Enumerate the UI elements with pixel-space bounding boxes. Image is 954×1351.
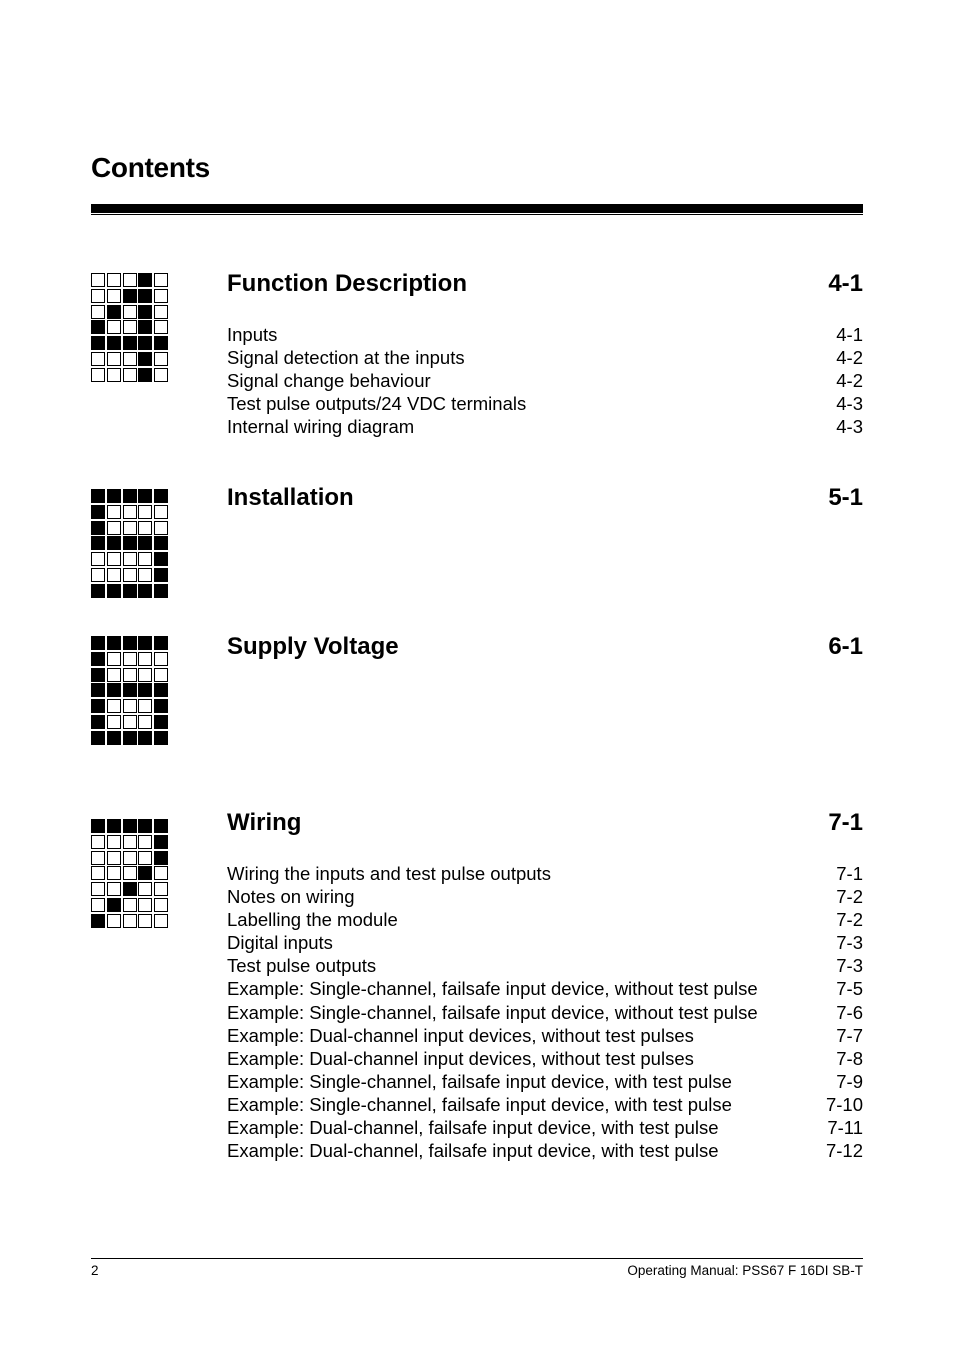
grid-cell — [123, 536, 137, 550]
section-heading-label: Supply Voltage — [227, 633, 399, 660]
grid-cell — [123, 898, 137, 912]
grid-cell — [91, 489, 105, 503]
section-heading-label: Installation — [227, 484, 354, 511]
grid-cell — [154, 536, 168, 550]
grid-cell — [107, 489, 121, 503]
grid-cell — [123, 489, 137, 503]
grid-cell — [138, 715, 152, 729]
toc-entry[interactable] — [227, 392, 863, 415]
grid-cell — [91, 584, 105, 598]
grid-cell — [91, 683, 105, 697]
grid-cell — [91, 505, 105, 519]
grid-cell — [91, 835, 105, 849]
toc-entry-page: 7-10 — [825, 1093, 863, 1115]
grid-cell — [154, 835, 168, 849]
toc-entry-label: Wiring the inputs and test pulse outputs — [227, 863, 551, 884]
footer-page-number: 2 — [91, 1263, 99, 1278]
toc-entry-page: 4-2 — [836, 347, 863, 369]
grid-cell — [138, 320, 152, 334]
grid-cell — [154, 368, 168, 382]
grid-cell — [154, 882, 168, 896]
grid-cell — [138, 914, 152, 928]
toc-entry[interactable] — [227, 931, 863, 954]
grid-cell — [91, 636, 105, 650]
footer-rule — [91, 1258, 863, 1259]
chapter-number-grid-icon — [91, 489, 168, 598]
grid-cell — [91, 336, 105, 350]
grid-cell — [123, 914, 137, 928]
grid-cell — [123, 866, 137, 880]
toc-entry-page: 7-11 — [827, 1117, 863, 1139]
grid-cell — [123, 715, 137, 729]
grid-cell — [107, 819, 121, 833]
grid-cell — [91, 536, 105, 550]
grid-cell — [91, 273, 105, 287]
grid-cell — [138, 882, 152, 896]
grid-cell — [154, 552, 168, 566]
grid-cell — [154, 505, 168, 519]
grid-cell — [138, 584, 152, 598]
grid-cell — [107, 683, 121, 697]
toc-entry-label: Example: Dual-channel, failsafe input device, with test pulse — [227, 1117, 719, 1139]
grid-cell — [107, 289, 121, 303]
grid-cell — [138, 851, 152, 865]
toc-entry-label: Inputs — [227, 324, 278, 345]
grid-cell — [154, 715, 168, 729]
toc-entry-page: 4-3 — [836, 416, 863, 438]
toc-entry-page: 7-2 — [836, 886, 863, 908]
section-heading[interactable] — [227, 633, 863, 661]
grid-cell — [107, 352, 121, 366]
grid-cell — [107, 668, 121, 682]
toc-entry-label: Example: Single-channel, failsafe input device, without test pulse — [227, 978, 758, 1000]
grid-cell — [107, 505, 121, 519]
toc-entry-page: 7-6 — [836, 1001, 863, 1023]
grid-cell — [123, 636, 137, 650]
grid-cell — [91, 552, 105, 566]
grid-cell — [107, 835, 121, 849]
grid-cell — [138, 505, 152, 519]
grid-cell — [91, 866, 105, 880]
toc-entry[interactable] — [227, 885, 863, 908]
grid-cell — [107, 636, 121, 650]
grid-cell — [91, 320, 105, 334]
grid-cell — [107, 882, 121, 896]
grid-cell — [107, 914, 121, 928]
grid-cell — [138, 652, 152, 666]
grid-cell — [138, 521, 152, 535]
grid-cell — [123, 273, 137, 287]
chapter-number-grid-icon — [91, 273, 168, 382]
section-heading-page: 6-1 — [828, 633, 863, 660]
grid-cell — [154, 568, 168, 582]
grid-cell — [154, 851, 168, 865]
grid-cell — [123, 652, 137, 666]
toc-entry-page: 7-12 — [825, 1140, 863, 1162]
grid-cell — [91, 731, 105, 745]
grid-cell — [123, 352, 137, 366]
grid-cell — [154, 584, 168, 598]
toc-entry-label: Example: Dual-channel input devices, without test pulses — [227, 1024, 694, 1046]
grid-cell — [91, 568, 105, 582]
page-title: Contents — [91, 152, 210, 183]
toc-entry[interactable] — [227, 369, 863, 392]
grid-cell — [138, 289, 152, 303]
toc-entry[interactable] — [227, 908, 863, 931]
toc-entry-label: Test pulse outputs — [227, 955, 377, 977]
grid-cell — [138, 668, 152, 682]
grid-cell — [107, 336, 121, 350]
grid-cell — [91, 352, 105, 366]
toc-entry-label: Labelling the module — [227, 909, 398, 931]
grid-cell — [91, 652, 105, 666]
toc-entry-label: Example: Dual-channel input devices, without test pulses — [227, 1047, 694, 1069]
toc-entry-label: Digital inputs — [227, 932, 333, 954]
grid-cell — [123, 668, 137, 682]
grid-cell — [138, 683, 152, 697]
toc-entry-page: 4-1 — [836, 324, 863, 345]
toc-entry-label: Example: Single-channel, failsafe input device, without test pulse — [227, 1001, 758, 1023]
grid-cell — [123, 305, 137, 319]
toc-entry[interactable] — [227, 1116, 863, 1139]
grid-cell — [154, 819, 168, 833]
grid-cell — [154, 352, 168, 366]
grid-cell — [123, 568, 137, 582]
grid-cell — [154, 699, 168, 713]
grid-cell — [138, 731, 152, 745]
grid-cell — [91, 521, 105, 535]
section-heading-page: 7-1 — [828, 809, 863, 836]
grid-cell — [107, 652, 121, 666]
grid-cell — [107, 851, 121, 865]
chapter-number-grid-icon — [91, 636, 168, 745]
toc-entry[interactable] — [227, 977, 863, 1000]
toc-entry[interactable] — [227, 1001, 863, 1024]
grid-cell — [107, 552, 121, 566]
grid-cell — [154, 731, 168, 745]
toc-entry[interactable] — [227, 415, 863, 438]
grid-cell — [107, 320, 121, 334]
grid-cell — [154, 521, 168, 535]
grid-cell — [138, 368, 152, 382]
grid-cell — [91, 898, 105, 912]
toc-entry-label: Signal detection at the inputs — [227, 347, 465, 369]
grid-cell — [107, 715, 121, 729]
grid-cell — [154, 305, 168, 319]
toc-entry-page: 4-2 — [836, 370, 863, 392]
toc-entry[interactable] — [227, 323, 863, 346]
section-heading-label: Function Description — [227, 270, 467, 297]
section-heading-page: 4-1 — [828, 270, 863, 297]
grid-cell — [91, 851, 105, 865]
grid-cell — [154, 668, 168, 682]
section-heading-page: 5-1 — [828, 484, 863, 511]
toc-entry-label: Internal wiring diagram — [227, 416, 415, 438]
chapter-number-grid-icon — [91, 819, 168, 928]
grid-cell — [154, 652, 168, 666]
grid-cell — [107, 584, 121, 598]
grid-cell — [123, 584, 137, 598]
grid-cell — [91, 715, 105, 729]
toc-entry-label: Signal change behaviour — [227, 370, 431, 392]
grid-cell — [138, 819, 152, 833]
grid-cell — [123, 320, 137, 334]
grid-cell — [154, 866, 168, 880]
grid-cell — [138, 699, 152, 713]
section-heading-label: Wiring — [227, 809, 302, 836]
section-heading[interactable] — [227, 484, 863, 512]
grid-cell — [123, 289, 137, 303]
grid-cell — [138, 898, 152, 912]
grid-cell — [154, 320, 168, 334]
toc-entry-page: 7-7 — [836, 1024, 863, 1046]
grid-cell — [91, 699, 105, 713]
grid-cell — [154, 636, 168, 650]
grid-cell — [154, 914, 168, 928]
section-entries — [227, 323, 863, 438]
grid-cell — [138, 305, 152, 319]
grid-cell — [107, 536, 121, 550]
toc-entry[interactable] — [227, 1070, 863, 1093]
section-heading[interactable] — [227, 270, 863, 298]
grid-cell — [154, 336, 168, 350]
toc-entry-page: 7-5 — [836, 978, 863, 1000]
toc-entry-label: Notes on wiring — [227, 886, 355, 908]
grid-cell — [138, 273, 152, 287]
grid-cell — [123, 552, 137, 566]
grid-cell — [154, 898, 168, 912]
title-rule — [91, 204, 863, 213]
toc-entry-page: 7-1 — [836, 863, 863, 884]
grid-cell — [91, 305, 105, 319]
grid-cell — [138, 536, 152, 550]
grid-cell — [123, 882, 137, 896]
grid-cell — [107, 898, 121, 912]
grid-cell — [154, 289, 168, 303]
toc-entry[interactable] — [227, 1047, 863, 1070]
toc-entry-label: Example: Single-channel, failsafe input device, with test pulse — [227, 1070, 732, 1092]
section-heading[interactable] — [227, 809, 863, 837]
grid-cell — [107, 866, 121, 880]
grid-cell — [123, 851, 137, 865]
grid-cell — [154, 273, 168, 287]
section-entries — [227, 862, 863, 1162]
grid-cell — [123, 368, 137, 382]
grid-cell — [138, 552, 152, 566]
toc-entry-page: 7-2 — [836, 909, 863, 931]
toc-entry[interactable] — [227, 1139, 863, 1162]
grid-cell — [91, 668, 105, 682]
grid-cell — [91, 368, 105, 382]
grid-cell — [107, 699, 121, 713]
grid-cell — [138, 568, 152, 582]
toc-entry-page: 7-8 — [836, 1047, 863, 1069]
grid-cell — [138, 336, 152, 350]
grid-cell — [123, 521, 137, 535]
grid-cell — [123, 819, 137, 833]
grid-cell — [107, 368, 121, 382]
grid-cell — [123, 699, 137, 713]
toc-entry[interactable] — [227, 346, 863, 369]
grid-cell — [91, 289, 105, 303]
grid-cell — [138, 636, 152, 650]
toc-entry[interactable] — [227, 954, 863, 977]
grid-cell — [138, 352, 152, 366]
grid-cell — [123, 731, 137, 745]
footer-manual-title: Operating Manual: PSS67 F 16DI SB-T — [627, 1263, 863, 1278]
toc-entry[interactable] — [227, 1093, 863, 1116]
grid-cell — [154, 489, 168, 503]
grid-cell — [123, 505, 137, 519]
grid-cell — [123, 683, 137, 697]
toc-entry-page: 4-3 — [836, 393, 863, 415]
grid-cell — [91, 882, 105, 896]
grid-cell — [91, 819, 105, 833]
grid-cell — [107, 305, 121, 319]
grid-cell — [154, 683, 168, 697]
toc-entry-page: 7-3 — [836, 932, 863, 954]
grid-cell — [107, 273, 121, 287]
toc-entry-page: 7-9 — [836, 1070, 863, 1092]
toc-entry-label: Example: Dual-channel, failsafe input device, with test pulse — [227, 1140, 719, 1162]
toc-entry-label: Example: Single-channel, failsafe input device, with test pulse — [227, 1093, 732, 1115]
grid-cell — [107, 521, 121, 535]
grid-cell — [107, 568, 121, 582]
grid-cell — [138, 489, 152, 503]
grid-cell — [138, 835, 152, 849]
toc-entry-label: Test pulse outputs/24 VDC terminals — [227, 393, 527, 415]
grid-cell — [138, 866, 152, 880]
grid-cell — [91, 914, 105, 928]
toc-entry[interactable] — [227, 862, 863, 885]
toc-entry[interactable] — [227, 1024, 863, 1047]
grid-cell — [107, 731, 121, 745]
grid-cell — [123, 835, 137, 849]
grid-cell — [123, 336, 137, 350]
toc-entry-page: 7-3 — [836, 955, 863, 977]
title-rule-thin — [91, 214, 863, 215]
